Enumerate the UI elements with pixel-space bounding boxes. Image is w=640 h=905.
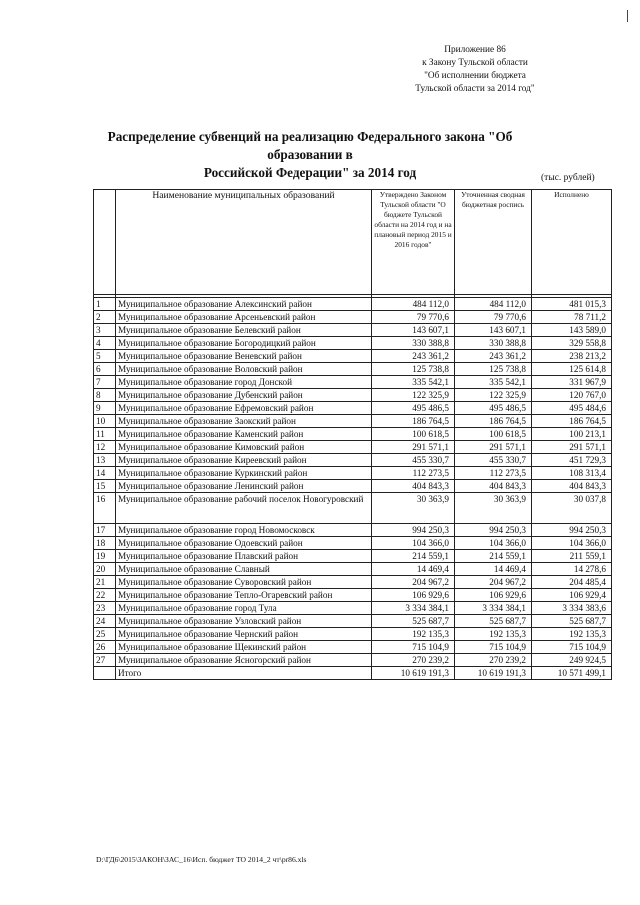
row-executed: 249 924,5 <box>532 654 612 667</box>
table-row <box>94 324 612 337</box>
row-approved: 243 361,2 <box>372 350 455 363</box>
row-index: 12 <box>94 441 116 454</box>
row-index: 10 <box>94 415 116 428</box>
row-revised: 455 330,7 <box>455 454 532 467</box>
row-approved: 192 135,3 <box>372 628 455 641</box>
row-index: 13 <box>94 454 116 467</box>
row-executed: 108 313,4 <box>532 467 612 480</box>
row-revised: 715 104,9 <box>455 641 532 654</box>
row-index: 2 <box>94 311 116 324</box>
row-executed: 192 135,3 <box>532 628 612 641</box>
table-header-row <box>94 190 612 295</box>
header-executed: Исполнено <box>532 190 612 295</box>
row-name: Муниципальное образование рабочий поселок Новогуровский <box>116 493 372 524</box>
row-name: Муниципальное образование Славный <box>116 563 372 576</box>
row-executed: 30 037,8 <box>532 493 612 524</box>
table-row <box>94 389 612 402</box>
total-revised: 10 619 191,3 <box>455 667 532 680</box>
row-index: 5 <box>94 350 116 363</box>
row-approved: 455 330,7 <box>372 454 455 467</box>
row-index: 24 <box>94 615 116 628</box>
table-row <box>94 402 612 415</box>
table-row <box>94 589 612 602</box>
row-name: Муниципальное образование Воловский район <box>116 363 372 376</box>
row-index: 16 <box>94 493 116 524</box>
table-row <box>94 467 612 480</box>
row-index: 23 <box>94 602 116 615</box>
row-executed: 78 711,2 <box>532 311 612 324</box>
row-revised: 3 334 384,1 <box>455 602 532 615</box>
row-executed: 3 334 383,6 <box>532 602 612 615</box>
row-name: Муниципальное образование Ефремовский район <box>116 402 372 415</box>
total-index-cell <box>94 667 116 680</box>
row-index: 22 <box>94 589 116 602</box>
row-executed: 715 104,9 <box>532 641 612 654</box>
row-executed: 14 278,6 <box>532 563 612 576</box>
row-name: Муниципальное образование Кимовский район <box>116 441 372 454</box>
table-row <box>94 376 612 389</box>
table-row <box>94 615 612 628</box>
scan-mark <box>627 10 628 22</box>
row-index: 17 <box>94 524 116 537</box>
row-executed: 329 558,8 <box>532 337 612 350</box>
row-index: 4 <box>94 337 116 350</box>
row-approved: 122 325,9 <box>372 389 455 402</box>
row-name: Муниципальное образование Киреевский район <box>116 454 372 467</box>
row-name: Муниципальное образование Ясногорский район <box>116 654 372 667</box>
row-revised: 186 764,5 <box>455 415 532 428</box>
row-approved: 214 559,1 <box>372 550 455 563</box>
row-name: Муниципальное образование Узловский район <box>116 615 372 628</box>
row-approved: 125 738,8 <box>372 363 455 376</box>
row-name: Муниципальное образование Тепло-Огаревский район <box>116 589 372 602</box>
row-approved: 186 764,5 <box>372 415 455 428</box>
table-row <box>94 337 612 350</box>
row-revised: 14 469,4 <box>455 563 532 576</box>
table-row <box>94 428 612 441</box>
table-row <box>94 524 612 537</box>
row-revised: 291 571,1 <box>455 441 532 454</box>
table-row <box>94 550 612 563</box>
header-revised: Уточненная сводная бюджетная роспись <box>455 190 532 295</box>
row-executed: 106 929,4 <box>532 589 612 602</box>
row-executed: 404 843,3 <box>532 480 612 493</box>
row-name: Муниципальное образование Чернский район <box>116 628 372 641</box>
row-revised: 270 239,2 <box>455 654 532 667</box>
row-revised: 330 388,8 <box>455 337 532 350</box>
row-name: Муниципальное образование город Тула <box>116 602 372 615</box>
row-approved: 106 929,6 <box>372 589 455 602</box>
table-row <box>94 454 612 467</box>
row-approved: 715 104,9 <box>372 641 455 654</box>
row-executed: 525 687,7 <box>532 615 612 628</box>
row-approved: 291 571,1 <box>372 441 455 454</box>
table-row <box>94 563 612 576</box>
row-name: Муниципальное образование город Новомосковск <box>116 524 372 537</box>
row-name: Муниципальное образование Дубенский район <box>116 389 372 402</box>
row-executed: 104 366,0 <box>532 537 612 550</box>
row-revised: 214 559,1 <box>455 550 532 563</box>
row-executed: 331 967,9 <box>532 376 612 389</box>
row-revised: 404 843,3 <box>455 480 532 493</box>
row-revised: 125 738,8 <box>455 363 532 376</box>
row-approved: 112 273,5 <box>372 467 455 480</box>
row-revised: 243 361,2 <box>455 350 532 363</box>
row-approved: 525 687,7 <box>372 615 455 628</box>
total-executed: 10 571 499,1 <box>532 667 612 680</box>
row-index: 8 <box>94 389 116 402</box>
row-approved: 330 388,8 <box>372 337 455 350</box>
row-revised: 30 363,9 <box>455 493 532 524</box>
title-line-1: Распределение субвенций на реализацию Федерального закона "Об образовании в <box>107 129 513 162</box>
row-executed: 120 767,0 <box>532 389 612 402</box>
table-row <box>94 363 612 376</box>
row-index: 19 <box>94 550 116 563</box>
row-name: Муниципальное образование Суворовский район <box>116 576 372 589</box>
row-revised: 106 929,6 <box>455 589 532 602</box>
row-name: Муниципальное образование Ленинский район <box>116 480 372 493</box>
table-row <box>94 641 612 654</box>
row-name: Муниципальное образование Заокский район <box>116 415 372 428</box>
total-row <box>94 667 612 680</box>
row-approved: 30 363,9 <box>372 493 455 524</box>
row-name: Муниципальное образование Белевский район <box>116 324 372 337</box>
subsidy-table <box>93 189 612 680</box>
row-name: Муниципальное образование Куркинский район <box>116 467 372 480</box>
row-name: Муниципальное образование Щекинский район <box>116 641 372 654</box>
file-path: D:\ГД6\2015\ЗАКОН\ЗАС_16\Исп. бюджет ТО 2014_2 чт\pr86.xls <box>96 855 307 864</box>
row-approved: 404 843,3 <box>372 480 455 493</box>
row-revised: 495 486,5 <box>455 402 532 415</box>
appendix-line-1: Приложение 86 <box>444 45 506 55</box>
row-approved: 484 112,0 <box>372 298 455 311</box>
row-approved: 14 469,4 <box>372 563 455 576</box>
row-index: 15 <box>94 480 116 493</box>
row-approved: 204 967,2 <box>372 576 455 589</box>
row-revised: 100 618,5 <box>455 428 532 441</box>
header-index-cell <box>94 190 116 295</box>
appendix-line-4: Тульской области за 2014 год" <box>415 84 535 94</box>
row-executed: 291 571,1 <box>532 441 612 454</box>
table-row <box>94 311 612 324</box>
row-revised: 122 325,9 <box>455 389 532 402</box>
row-index: 1 <box>94 298 116 311</box>
row-name: Муниципальное образование Плавский район <box>116 550 372 563</box>
row-index: 6 <box>94 363 116 376</box>
row-index: 20 <box>94 563 116 576</box>
row-revised: 104 366,0 <box>455 537 532 550</box>
row-revised: 204 967,2 <box>455 576 532 589</box>
table-row <box>94 628 612 641</box>
row-approved: 994 250,3 <box>372 524 455 537</box>
table-row <box>94 602 612 615</box>
row-executed: 994 250,3 <box>532 524 612 537</box>
row-executed: 451 729,3 <box>532 454 612 467</box>
row-approved: 495 486,5 <box>372 402 455 415</box>
row-executed: 495 484,6 <box>532 402 612 415</box>
row-revised: 79 770,6 <box>455 311 532 324</box>
total-label: Итого <box>116 667 372 680</box>
row-index: 25 <box>94 628 116 641</box>
table-row <box>94 441 612 454</box>
row-name: Муниципальное образование Одоевский район <box>116 537 372 550</box>
row-revised: 192 135,3 <box>455 628 532 641</box>
row-approved: 3 334 384,1 <box>372 602 455 615</box>
row-executed: 481 015,3 <box>532 298 612 311</box>
row-name: Муниципальное образование Арсеньевский район <box>116 311 372 324</box>
row-name: Муниципальное образование Веневский район <box>116 350 372 363</box>
row-index: 26 <box>94 641 116 654</box>
row-approved: 100 618,5 <box>372 428 455 441</box>
row-index: 21 <box>94 576 116 589</box>
table-row <box>94 415 612 428</box>
total-approved: 10 619 191,3 <box>372 667 455 680</box>
row-executed: 211 559,1 <box>532 550 612 563</box>
row-executed: 143 589,0 <box>532 324 612 337</box>
header-name: Наименование муниципальных образований <box>116 190 372 295</box>
row-approved: 143 607,1 <box>372 324 455 337</box>
table-row <box>94 576 612 589</box>
appendix-note <box>400 44 550 96</box>
table-row <box>94 654 612 667</box>
row-approved: 335 542,1 <box>372 376 455 389</box>
row-name: Муниципальное образование Каменский район <box>116 428 372 441</box>
row-executed: 238 213,2 <box>532 350 612 363</box>
appendix-line-2: к Закону Тульской области <box>422 58 528 68</box>
header-approved: Утверждено Законом Тульской области "О бюджете Тульской области на 2014 год и на плановый период 2015 и 2016 годов" <box>372 190 455 295</box>
appendix-line-3: "Об исполнении бюджета <box>424 71 526 81</box>
table-row <box>94 298 612 311</box>
row-index: 11 <box>94 428 116 441</box>
document-title <box>95 128 525 182</box>
row-revised: 525 687,7 <box>455 615 532 628</box>
row-index: 14 <box>94 467 116 480</box>
row-name: Муниципальное образование Богородицкий район <box>116 337 372 350</box>
row-index: 9 <box>94 402 116 415</box>
row-index: 27 <box>94 654 116 667</box>
table-row <box>94 480 612 493</box>
row-index: 18 <box>94 537 116 550</box>
row-name: Муниципальное образование Алексинский район <box>116 298 372 311</box>
row-executed: 125 614,8 <box>532 363 612 376</box>
row-approved: 79 770,6 <box>372 311 455 324</box>
row-executed: 204 485,4 <box>532 576 612 589</box>
table-row <box>94 493 612 524</box>
row-revised: 484 112,0 <box>455 298 532 311</box>
row-approved: 270 239,2 <box>372 654 455 667</box>
row-approved: 104 366,0 <box>372 537 455 550</box>
row-executed: 100 213,1 <box>532 428 612 441</box>
units-label: (тыс. рублей) <box>541 173 595 183</box>
row-revised: 335 542,1 <box>455 376 532 389</box>
row-revised: 994 250,3 <box>455 524 532 537</box>
row-name: Муниципальное образование город Донской <box>116 376 372 389</box>
table-row <box>94 350 612 363</box>
row-revised: 112 273,5 <box>455 467 532 480</box>
row-revised: 143 607,1 <box>455 324 532 337</box>
row-index: 3 <box>94 324 116 337</box>
row-index: 7 <box>94 376 116 389</box>
row-executed: 186 764,5 <box>532 415 612 428</box>
table-row <box>94 537 612 550</box>
title-line-2: Российской Федерации" за 2014 год <box>203 165 417 180</box>
